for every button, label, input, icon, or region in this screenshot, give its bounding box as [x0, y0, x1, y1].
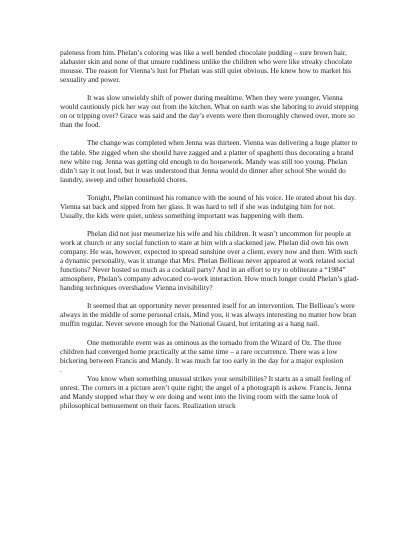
paragraph-7: One memorable event was as ominous as the tornado from the Wizard of Oz. The three children had converged home practically at the same time – a rare occurrence. There was a low bickering between Francis and Mandy. It was much far too early in the day for a major explosion [60, 337, 344, 365]
paragraph-6: It seemed that an opportunity never presented itself for an intervention. The Bellieau’s were always in the middle of some personal crisis, Mind you, it was always interesting no matter how bran muffin regular. Never severe enough for the National Guard, but irritating as a hang nail. [60, 301, 357, 329]
paragraph-3: The change was completed when Jenna was thirteen. Vienna was delivering a huge platter to the table. She zigged when she should have zagged and a platter of spaghetti thus decorating a brand new white rug. Jenna was getting old enough to do housework. Mandy was still too young. Phelan didn’t say it out loud, but it was understood that Jenna would do dinner after school She would do laundry, sweep and other household chores. [60, 138, 358, 184]
paragraph-1: paleness from him. Phelan’s coloring was like a well bended chocolate pudding – sure brown hair, alabaster skin and none of that unsure ruddiness unlike the children who were like streaky chocolate mousse. The reason for Vienna’s lust for Phelan was still quiet obvious. He knew how to market his sexuality and power. [60, 48, 353, 85]
paragraph-2: It was slow unwieldy shift of power during mealtime. When they were younger, Vienna would cautiously pick her way out from the kitchen. What on earth was she laboring to avoid stepping on or tripping over? Grace was said and the day’s events were then thoroughly chewed over, more so than the food. [60, 93, 359, 130]
paragraph-5: Phelan did not just mesmerize his wife and his children. It wasn’t uncommon for people at work at church or any social function to stare at him with a slackened jaw. Phelan did own his own company. He was, however, expected to spread sunshine over a client, every now and then. With such a dynamic personality, was it strange that Mrs. Phelan Bellieau never appeared at work related social functions? Never hosted so much as a cocktail party? And in an effort to try to obliterate a “1984” atmosphere, Phelan’s company advocated co-work interaction. How much longer could Phelan’s glad-handing techniques overshadow Vienna invisibility? [60, 228, 359, 293]
stray-period: . [60, 364, 62, 374]
paragraph-4: Tonight, Phelan continued his romance with the sound of his voice. He orated about his day. Vienna sat back and sipped from her glass. It was hard to tell if she was indulging him for not. Usually, the kids were quiet, unless something important was happening with them. [60, 192, 356, 220]
paragraph-8: You know when something unusual strikes your sensibilities? It starts as a small feeling of unrest. The corners in a picture aren’t quite right; the angel of a photograph is askew. Francis, Jenna and Mandy stopped what they w ere doing and went into the living room with the same look of philosophical bemusement on their faces. Realization struck [60, 373, 352, 410]
